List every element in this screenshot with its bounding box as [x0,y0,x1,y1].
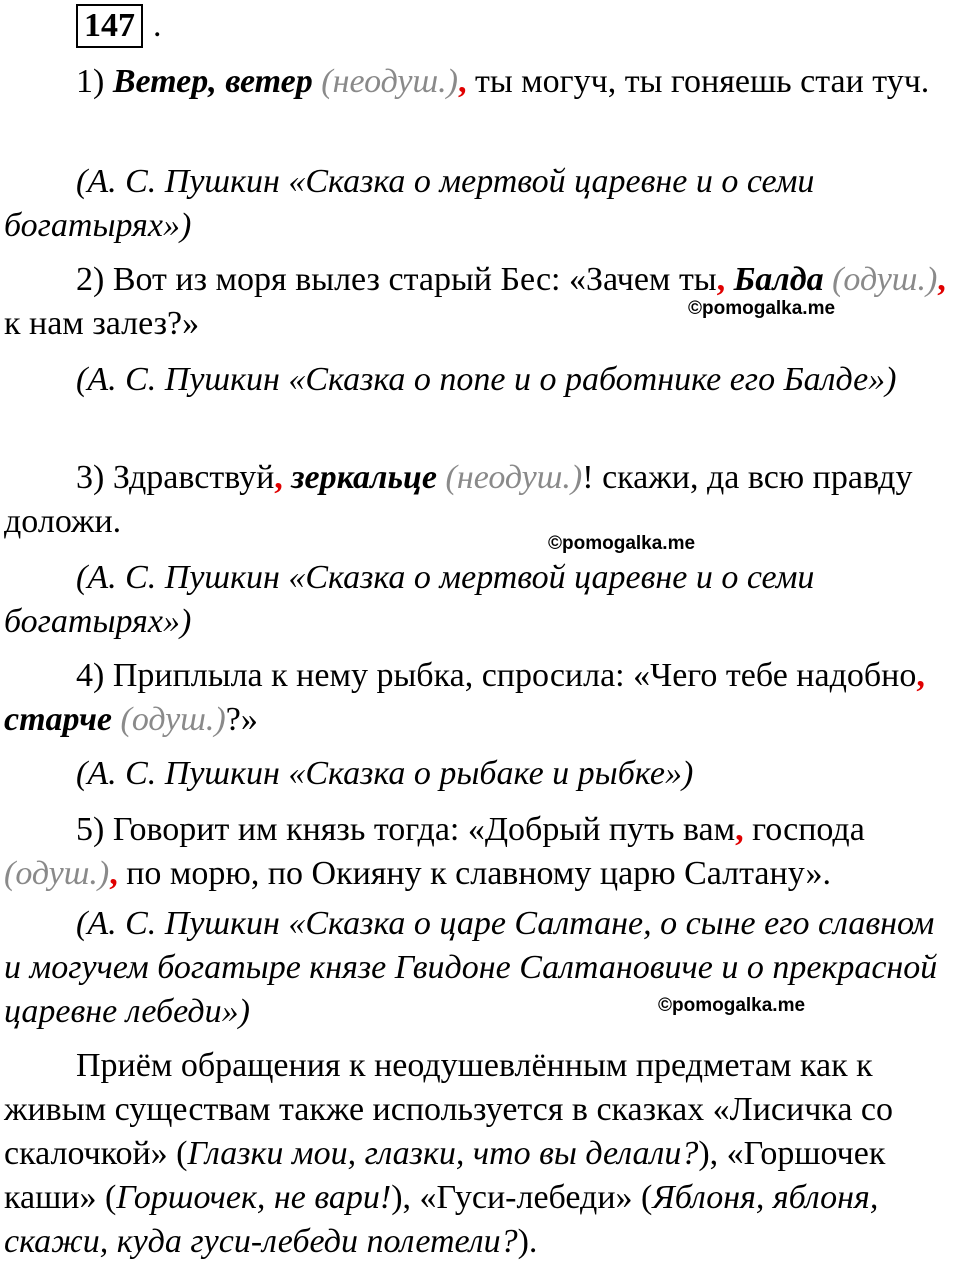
watermark: ©pomogalka.me [658,995,806,1016]
sentence-text: господа [743,811,865,848]
watermark: ©pomogalka.me [688,298,836,319]
watermark: ©pomogalka.me [548,533,696,554]
source-1: (А. С. Пушкин «Сказка о мертвой царевне и о семи богатырях») [4,163,815,244]
source-5: (А. С. Пушкин «Сказка о царе Салтане, о сыне его славном и могучем богатыре князе Гвидоне Салтановиче и о прекрасной царевне лебеди») [4,905,938,1030]
source-3: (А. С. Пушкин «Сказка о мертвой царевне и о семи богатырях») [4,559,815,640]
highlighted-comma: , [916,657,925,694]
highlighted-comma: , [274,459,283,496]
conclusion-paragraph: Приём обращения к неодушевлённым предметам как к живым существам также используется в сказках «Лисичка со скалочкой» (Глазки мои, глазки, что вы делали?), «Горшочек каши» (Горшочек, не вари!), «Гуси-лебеди» (Яблоня, яблоня, скажи, куда гуси-лебеди полетели?). [4,1047,893,1260]
sentence-text: 4) Приплыла к нему рыбка, спросила: «Чего тебе надобно [76,657,917,694]
sentence-text: ! скажи, да всю правду доложи. [4,459,913,540]
quote-example: Яблоня, яблоня, скажи, куда гуси-лебеди полетели? [4,1179,879,1260]
address-word: зеркальце [291,459,438,496]
highlighted-comma: , [109,855,118,892]
exercise-number: 147 [76,4,143,48]
highlighted-comma: , [735,811,744,848]
sentence-text: ?» [225,701,258,738]
sentence-text: ты могуч, ты гоняешь стаи туч. [466,63,930,100]
quote-example: Глазки мои, глазки, что вы делали? [187,1135,699,1172]
exercise-number-dot: . [153,7,162,44]
source-2: (А. С. Пушкин «Сказка о попе и о работнике его Балде») [76,361,897,398]
animacy-note: (одуш.) [120,701,226,738]
sentence-1-number: 1) [76,63,113,100]
highlighted-comma: , [937,261,946,298]
sentence-text: 3) Здравствуй [76,459,275,496]
animacy-note: (неодуш.) [445,459,583,496]
sentence-text: по морю, по Окияну к славному царю Салтану». [117,855,832,892]
sentence-text: к нам залез?» [4,305,200,342]
sentence-1 [4,60,956,104]
animacy-note: (одуш.) [832,261,938,298]
animacy-note: (одуш.) [4,855,110,892]
sentence-3 [4,456,956,544]
sentence-text: 2) Вот из моря вылез старый Бес: «Зачем ты [76,261,717,298]
highlighted-comma: , [716,261,726,298]
address-word: старче [4,701,113,738]
sentence-4 [4,654,956,742]
sentence-5 [4,808,956,896]
address-word: Ветер, ветер [112,63,313,100]
address-word: Балда [733,261,824,298]
quote-example: Горшочек, не вари! [116,1179,392,1216]
source-4: (А. С. Пушкин «Сказка о рыбаке и рыбке») [76,755,694,792]
sentence-text: 5) Говорит им князь тогда: «Добрый путь вам [76,811,736,848]
animacy-note: (неодуш.) [321,63,458,100]
highlighted-comma: , [457,63,467,100]
